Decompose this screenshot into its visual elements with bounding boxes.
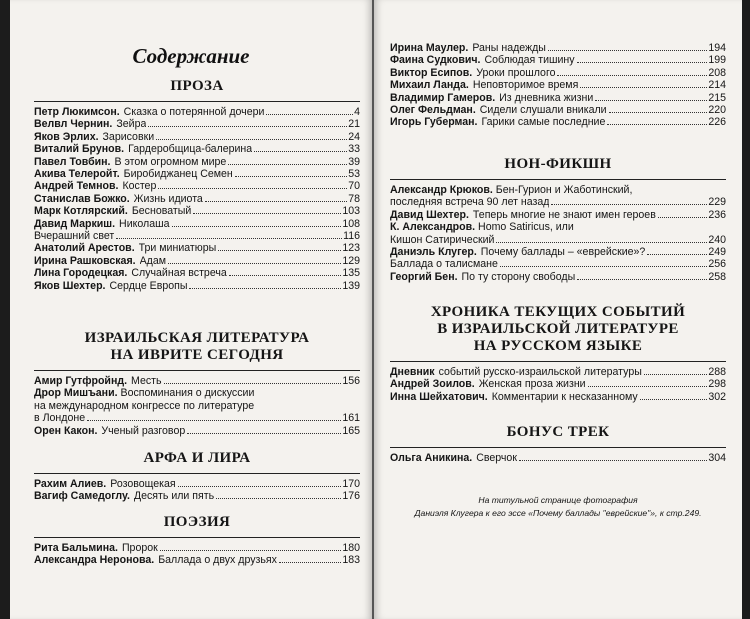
- toc-entry[interactable]: [34, 218, 360, 230]
- entry-page: 129: [342, 254, 360, 267]
- entry-title: Уроки прошлого: [476, 66, 556, 79]
- toc-entry[interactable]: [34, 168, 360, 180]
- dot-leader: [116, 238, 342, 239]
- entry-page: 53: [348, 168, 360, 181]
- entry-author: Яков Шехтер.: [34, 279, 106, 292]
- toc-entry[interactable]: [34, 205, 360, 217]
- entry-title: Женская проза жизни: [478, 378, 586, 391]
- entry-author: Велвл Чернин.: [34, 118, 113, 131]
- entry-page: 108: [342, 217, 360, 230]
- dot-leader: [158, 188, 347, 189]
- entry-title: Почему баллады – «еврейские»?: [480, 246, 646, 259]
- section-heading-harp: АРФА И ЛИРА: [143, 450, 251, 466]
- entry-page: 103: [342, 205, 360, 218]
- chronicle-list: [390, 366, 726, 403]
- entry-page: 21: [348, 118, 360, 131]
- entry-title: Теперь многие не знают имен героев: [472, 208, 656, 221]
- entry-title: Homo Satiricus, или: [478, 221, 574, 234]
- entry-page: 208: [708, 66, 726, 79]
- entry-page: 249: [708, 246, 726, 259]
- toc-entry[interactable]: [390, 452, 726, 464]
- entry-author: Виталий Брунов.: [34, 143, 125, 156]
- section-divider: [390, 179, 726, 180]
- section-heading-bonus: БОНУС ТРЕК: [506, 424, 610, 440]
- note-line: На титульной странице фотография: [478, 495, 638, 505]
- entry-title: По ту сторону свободы: [461, 270, 576, 283]
- entry-page: 33: [348, 143, 360, 156]
- entry-author: Вагиф Самедоглу.: [34, 490, 130, 503]
- dot-leader: [216, 498, 341, 499]
- prose-section: [34, 78, 360, 292]
- dot-leader: [577, 62, 708, 63]
- toc-entry[interactable]: [390, 378, 726, 390]
- toc-entry[interactable]: [34, 554, 360, 566]
- entry-author: Станислав Божко.: [34, 192, 130, 205]
- dot-leader: [644, 374, 707, 375]
- right-page: [374, 0, 742, 619]
- section-heading-chronicle-1: ХРОНИКА ТЕКУЩИХ СОБЫТИЙ: [430, 304, 686, 320]
- dot-leader: [595, 100, 707, 101]
- section-heading-poetry: ПОЭЗИЯ: [163, 514, 231, 530]
- israeli-section: [34, 330, 360, 437]
- toc-entry[interactable]: [390, 209, 726, 221]
- entry-page: 183: [342, 554, 360, 567]
- dot-leader: [647, 254, 707, 255]
- entry-page: 78: [348, 192, 360, 205]
- entry-page: 214: [708, 79, 726, 92]
- entry-title: Зарисовки: [102, 130, 155, 143]
- toc-entry[interactable]: [34, 267, 360, 279]
- toc-entry[interactable]: [34, 255, 360, 267]
- poetry-cont-list: [390, 42, 726, 129]
- entry-page: 39: [348, 155, 360, 168]
- poetry-section: [34, 514, 360, 567]
- note-line: Даниэля Клугера к его эссе «Почему баллады "еврейские"», к стр.249.: [414, 508, 702, 518]
- entry-author: Анатолий Арестов.: [34, 242, 135, 255]
- entry-author: Олег Фельдман.: [390, 104, 476, 117]
- entry-title: Ученый разговор: [101, 424, 186, 437]
- dot-leader: [218, 250, 341, 251]
- entry-title: Раны надежды: [472, 42, 546, 54]
- toc-entry[interactable]: [390, 221, 726, 233]
- prose-list: [34, 106, 360, 292]
- entry-title: Неповторимое время: [472, 79, 579, 92]
- entry-author: Ирина Маулер.: [390, 42, 469, 54]
- entry-author: Ирина Рашковская.: [34, 254, 136, 267]
- section-heading-chronicle-2: В ИЗРАИЛЬСКОЙ ЛИТЕРАТУРЕ: [437, 321, 679, 337]
- entry-title: Гарики самые последние: [481, 116, 606, 129]
- dot-leader: [229, 275, 342, 276]
- toc-entry[interactable]: [34, 106, 360, 118]
- toc-entry[interactable]: [34, 242, 360, 254]
- poetry-continued: [390, 42, 726, 129]
- entry-author: Петр Люкимсон.: [34, 106, 120, 118]
- entry-page: 304: [708, 452, 726, 464]
- entry-author: Давид Маркиш.: [34, 217, 116, 230]
- toc-entry[interactable]: [34, 193, 360, 205]
- toc-entry[interactable]: [34, 375, 360, 387]
- entry-author: Давид Шехтер.: [390, 208, 469, 221]
- dot-leader: [557, 75, 707, 76]
- entry-page: 156: [342, 375, 360, 387]
- toc-entry[interactable]: [34, 387, 360, 399]
- toc-entry[interactable]: [390, 116, 726, 128]
- toc-entry[interactable]: [34, 280, 360, 292]
- entry-author: Андрей Зоилов.: [390, 378, 475, 391]
- entry-page: 165: [342, 424, 360, 437]
- dot-leader: [160, 550, 342, 551]
- toc-entry[interactable]: [390, 42, 726, 54]
- entry-title: Костер: [122, 180, 157, 193]
- dot-leader: [254, 151, 347, 152]
- entry-page: 123: [342, 242, 360, 255]
- dot-leader: [496, 242, 707, 243]
- entry-page: 256: [708, 258, 726, 271]
- entry-author: Лина Городецкая.: [34, 267, 128, 280]
- toc-entry[interactable]: [34, 542, 360, 554]
- toc-entry-end[interactable]: [390, 234, 726, 246]
- entry-page: 24: [348, 130, 360, 143]
- entry-title: Сказка о потерянной дочери: [123, 106, 265, 118]
- entry-title: Случайная встреча: [131, 267, 227, 280]
- entry-page: 176: [342, 490, 360, 503]
- entry-title-cont: в Лондоне: [34, 412, 86, 425]
- entry-title: Адам: [139, 254, 167, 267]
- entry-title: Комментарии к несказанному: [491, 390, 638, 403]
- section-divider: [34, 370, 360, 371]
- toc-entry[interactable]: [390, 92, 726, 104]
- entry-title: Биробиджанец Семен: [123, 168, 233, 181]
- poetry-list: [34, 542, 360, 567]
- entry-author: Андрей Темнов.: [34, 180, 119, 193]
- entry-title-cont: Кишон Сатирический: [390, 233, 495, 246]
- entry-author: Инна Шейхатович.: [390, 390, 488, 403]
- dot-leader: [189, 288, 341, 289]
- dot-leader: [609, 112, 708, 113]
- entry-author: Амир Гутфройнд.: [34, 375, 128, 387]
- entry-author: Орен Какон.: [34, 424, 98, 437]
- entry-author: Игорь Губерман.: [390, 116, 478, 129]
- entry-author: Рита Бальмина.: [34, 542, 118, 554]
- entry-page: 240: [708, 233, 726, 246]
- toc-entry[interactable]: [390, 366, 726, 378]
- entry-page: 135: [342, 267, 360, 280]
- toc-entry[interactable]: [390, 104, 726, 116]
- entry-page: 199: [708, 54, 726, 67]
- dot-leader: [205, 201, 347, 202]
- entry-page: 70: [348, 180, 360, 193]
- entry-page: 220: [708, 104, 726, 117]
- entry-page: 194: [708, 42, 726, 54]
- toc-entry[interactable]: [34, 143, 360, 155]
- entry-title: Три миниатюры: [138, 242, 217, 255]
- entry-title: событий русско-израильской литературы: [438, 366, 642, 378]
- entry-title: Розовощекая: [110, 478, 176, 490]
- entry-page: 4: [354, 106, 360, 118]
- dot-leader: [577, 279, 707, 280]
- dot-leader: [87, 420, 341, 421]
- section-divider: [34, 101, 360, 102]
- toc-entry[interactable]: [34, 180, 360, 192]
- section-heading-nonfiction: НОН-ФИКШН: [504, 156, 612, 172]
- entry-author: Даниэль Клугер.: [390, 246, 477, 259]
- toc-entry[interactable]: [34, 478, 360, 490]
- dot-leader: [164, 383, 342, 384]
- entry-page: 229: [708, 196, 726, 209]
- dot-leader: [193, 213, 341, 214]
- entry-author: Дневник: [390, 366, 435, 378]
- dot-leader: [228, 164, 347, 165]
- page-title: Содержание: [132, 44, 250, 68]
- section-heading-prose: ПРОЗА: [170, 78, 224, 94]
- dot-leader: [500, 266, 707, 267]
- entry-page: 258: [708, 270, 726, 283]
- entry-author: Александр Крюков.: [390, 184, 493, 196]
- dot-leader: [519, 460, 707, 461]
- entry-title: Гардеробщица-балерина: [128, 143, 253, 156]
- nonfiction-section: [390, 156, 726, 283]
- entry-author: Ольга Аникина.: [390, 452, 473, 464]
- section-heading-israeli-2: НА ИВРИТЕ СЕГОДНЯ: [110, 347, 284, 363]
- entry-author: Виктор Есипов.: [390, 66, 473, 79]
- entry-author: Михаил Ланда.: [390, 79, 469, 92]
- entry-page: 180: [342, 542, 360, 554]
- entry-page: 298: [708, 378, 726, 391]
- dot-leader: [187, 433, 341, 434]
- entry-title: Баллада о талисмане: [390, 258, 498, 271]
- dot-leader: [172, 226, 342, 227]
- entry-page: 215: [708, 91, 726, 104]
- entry-page: 116: [343, 230, 360, 243]
- toc-entry[interactable]: [390, 391, 726, 403]
- harp-list: [34, 478, 360, 503]
- dot-leader: [178, 486, 342, 487]
- toc-entry[interactable]: [390, 79, 726, 91]
- toc-entry[interactable]: [390, 67, 726, 79]
- entry-title: В этом огромном мире: [114, 155, 227, 168]
- dot-leader: [658, 217, 707, 218]
- entry-author: Яков Эрлих.: [34, 130, 99, 143]
- section-divider: [34, 473, 360, 474]
- toc-entry[interactable]: [390, 184, 726, 196]
- entry-title: Месть: [131, 375, 162, 387]
- toc-entry[interactable]: [390, 271, 726, 283]
- entry-page: 288: [708, 366, 726, 378]
- toc-entry[interactable]: [390, 54, 726, 66]
- entry-title: Пророк: [121, 542, 158, 554]
- toc-entry[interactable]: [34, 490, 360, 502]
- entry-author: Александра Неронова.: [34, 554, 155, 567]
- entry-title: Зейра: [116, 118, 147, 131]
- dot-leader: [588, 386, 708, 387]
- entry-title: Воспоминания о дискуссии: [120, 387, 255, 400]
- entry-title: Николаша: [119, 217, 170, 230]
- dot-leader: [607, 124, 707, 125]
- bonus-section: [390, 424, 726, 464]
- entry-page: 139: [342, 279, 360, 292]
- section-divider: [34, 537, 360, 538]
- entry-page: 170: [342, 478, 360, 490]
- chronicle-section: [390, 304, 726, 403]
- dot-leader: [279, 562, 341, 563]
- dot-leader: [548, 50, 707, 51]
- left-page: [10, 0, 372, 619]
- entry-page: 161: [342, 412, 360, 425]
- entry-title: Бесноватый: [131, 205, 192, 218]
- entry-author: К. Александров.: [390, 221, 476, 234]
- section-divider: [390, 447, 726, 448]
- dot-leader: [235, 176, 347, 177]
- section-divider: [390, 361, 726, 362]
- entry-title-cont: на международном конгрессе по литературе: [34, 399, 255, 412]
- dot-leader: [156, 139, 347, 140]
- toc-entry-end[interactable]: [390, 196, 726, 208]
- entry-title: Вчерашний свет: [34, 230, 115, 243]
- entry-author: Марк Котлярский.: [34, 205, 128, 218]
- entry-author: Акива Телеройт.: [34, 168, 120, 181]
- entry-page: 236: [708, 208, 726, 221]
- dot-leader: [266, 114, 353, 115]
- entry-author: Дрор Мишъани.: [34, 387, 118, 400]
- entry-title: Сердце Европы: [109, 279, 188, 292]
- section-heading-israeli-1: ИЗРАИЛЬСКАЯ ЛИТЕРАТУРА: [84, 330, 310, 346]
- entry-author: Фаина Судкович.: [390, 54, 481, 67]
- toc-entry[interactable]: [34, 131, 360, 143]
- toc-entry[interactable]: [34, 230, 360, 242]
- entry-title-cont: последняя встреча 90 лет назад: [390, 196, 550, 209]
- entry-title: Бен-Гурион и Жаботинский,: [495, 184, 633, 196]
- toc-entry-end[interactable]: [34, 412, 360, 424]
- harp-section: [34, 450, 360, 503]
- toc-entry[interactable]: [34, 425, 360, 437]
- toc-entry[interactable]: [390, 246, 726, 258]
- entry-title: Соблюдая тишину: [484, 54, 575, 67]
- toc-entry[interactable]: [34, 156, 360, 168]
- entry-title: Баллада о двух друзьях: [158, 554, 277, 567]
- entry-title: Из дневника жизни: [499, 91, 594, 104]
- entry-page: 226: [708, 116, 726, 129]
- dot-leader: [168, 263, 341, 264]
- entry-title: Десять или пять: [133, 490, 215, 503]
- dot-leader: [551, 204, 707, 205]
- dot-leader: [148, 126, 347, 127]
- entry-title: Сидели слушали вникали: [479, 104, 607, 117]
- toc-entry[interactable]: [34, 118, 360, 130]
- section-heading-chronicle-3: НА РУССКОМ ЯЗЫКЕ: [473, 338, 643, 354]
- entry-page: 302: [708, 390, 726, 403]
- entry-title: Сверчок: [476, 452, 517, 464]
- entry-author: Георгий Бен.: [390, 270, 458, 283]
- entry-title: Жизнь идиота: [133, 192, 203, 205]
- title-page-photo-note: [390, 494, 726, 520]
- entry-author: Павел Товбин.: [34, 155, 111, 168]
- toc-entry[interactable]: [390, 258, 726, 270]
- dot-leader: [640, 399, 708, 400]
- entry-author: Владимир Гамеров.: [390, 91, 496, 104]
- entry-author: Рахим Алиев.: [34, 478, 107, 490]
- dot-leader: [580, 87, 707, 88]
